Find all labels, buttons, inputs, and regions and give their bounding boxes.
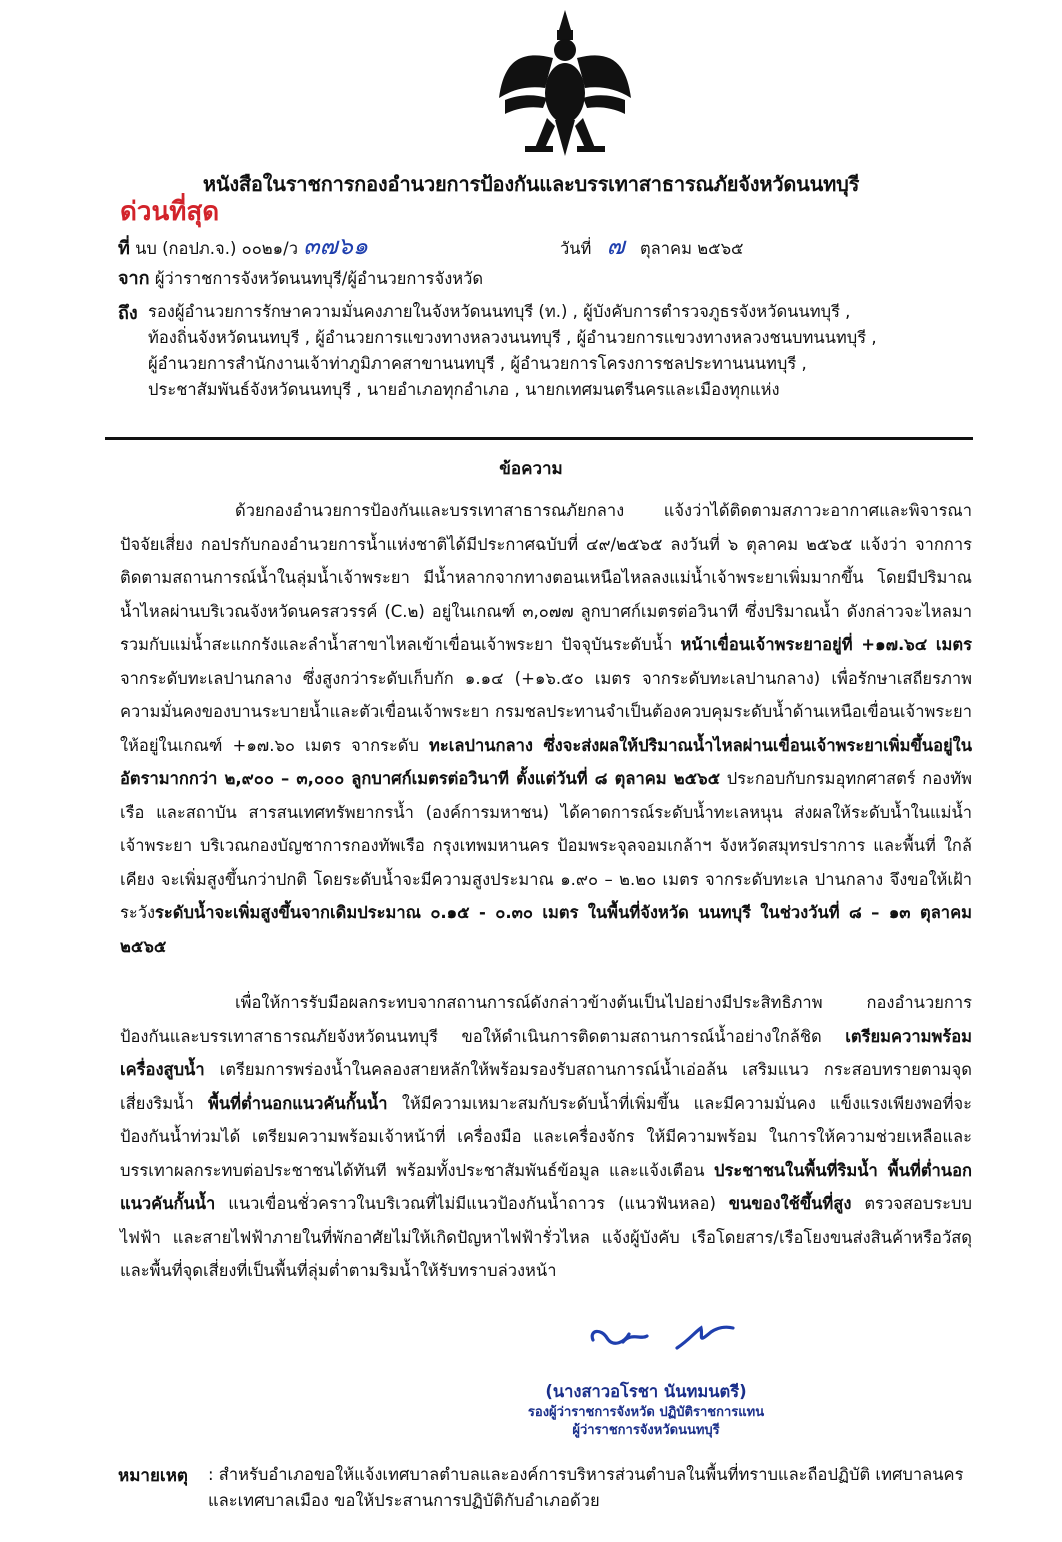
paragraph-1 (120, 494, 972, 963)
paragraph-1-run: ประกอบกับกรมอุทกศาสตร์ กองทัพเรือ และสถาบัน สารสนเทศทรัพยากรน้ำ (องค์การมหาชน) ได้คาดการณ์ระดับน้ำทะเลหนุน ส่งผลให้ระดับน้ำในแม่น้ำเจ้าพระยา บริเวณกองบัญชาการกองทัพเรือ กรุงเทพมหานคร ป้อมพระจุลจอมเกล้าฯ จังหวัดสมุทรปราการ และพื้นที่ ใกล้เคียง จะเพิ่มสูงขึ้นกว่าปกติ โดยระดับน้ำจะมีความสูงประมาณ ๑.๙๐ – ๒.๒๐ เมตร จากระดับทะเล ปานกลาง จึงขอให้เฝ้าระวัง (120, 769, 972, 922)
from-line (118, 263, 483, 292)
paragraph-1-bold-run: ระดับน้ำจะเพิ่มสูงขึ้นจากเดิมประมาณ ๐.๑๕ - ๐.๓๐ เมตร ในพื้นที่จังหวัด นนทบุรี ในช่วงวันที่ ๘ – ๑๓ ตุลาคม ๒๕๖๕ (120, 903, 972, 956)
date-line (560, 226, 744, 265)
to-label: ถึง (118, 303, 138, 324)
reference-label: ที่ (118, 238, 130, 259)
to-line: รองผู้อำนวยการรักษาความมั่นคงภายในจังหวัดนนทบุรี (ท.) , ผู้บังคับการตำรวจภูธรจังหวัดนนทบุรี , (148, 302, 851, 321)
paragraph-2-run: แนวเขื่อนชั่วคราวในบริเวณที่ไม่มีแนวป้องกันน้ำถาวร (แนวฟันหลอ) (215, 1194, 729, 1213)
paragraph-2 (120, 986, 972, 1288)
reference-line (118, 226, 368, 265)
signatory-position: ผู้ว่าราชการจังหวัดนนทบุรี (572, 1423, 720, 1438)
to-line: ประชาสัมพันธ์จังหวัดนนทบุรี , นายอำเภอทุกอำเภอ , นายกเทศมนตรีนครและเมืองทุกแห่ง (148, 380, 780, 399)
paragraph-2-run: ตรวจสอบระบบไฟฟ้า และสายไฟฟ้าภายในที่พักอาศัยไม่ให้เกิดปัญหาไฟฟ้ารั่วไหล แจ้งผู้บังคับ เรือโดยสาร/เรือโยงขนส่งสินค้าหรือวัสดุ และพื้นที่จุดเสี่ยงที่เป็นพื้นที่ลุ่มต่ำตามริมน้ำให้รับทราบล่วงหน้า (120, 1194, 972, 1280)
to-line: ท้องถิ่นจังหวัดนนทบุรี , ผู้อำนวยการแขวงทางหลวงนนทบุรี , ผู้อำนวยการแขวงทางหลวงชนบทนนทบุรี , (148, 328, 877, 347)
date-day: ๗ (606, 232, 625, 260)
paragraph-2-run: เตรียมการพร่องน้ำในคลองสายหลักให้พร้อมรองรับสถานการณ์น้ำเอ่อล้น เสริมแนว กระสอบทรายตามจุดเสี่ยงริมน้ำ (120, 1060, 972, 1113)
reference-value: นบ (กอปภ.จ.) ๐๐๒๑/ว (135, 239, 298, 258)
paragraph-1-bold-run: หน้าเขื่อนเจ้าพระยาอยู่ที่ +๑๗.๖๔ เมตร (680, 635, 972, 654)
header-divider (105, 437, 973, 440)
paragraph-1-bold-run: ทะเลปานกลาง ซึ่งจะส่งผลให้ปริมาณน้ำไหลผ่านเขื่อนเจ้าพระยาเพิ่มขึ้นอยู่ในอัตรามากกว่า ๒,๙๐๐ – ๓,๐๐๐ ลูกบาศก์เมตรต่อวินาที ตั้งแต่วันที่ ๘ ตุลาคม ๒๕๖๕ (120, 735, 972, 788)
reference-number: ๓๗๖๑ (303, 232, 369, 260)
to-recipients (148, 299, 988, 403)
date-month-year: ตุลาคม ๒๕๖๕ (639, 239, 744, 258)
paragraph-2-bold-run: พื้นที่ต่ำนอกแนวคันกั้นน้ำ (208, 1093, 388, 1113)
government-letter-title: หนังสือในราชการกองอำนวยการป้องกันและบรรเทาสาธารณภัยจังหวัดนนทบุรี (202, 172, 860, 196)
from-value: ผู้ว่าราชการจังหวัดนนทบุรี/ผู้อำนวยการจังหวัด (154, 269, 484, 288)
signature-block (496, 1380, 796, 1440)
message-heading: ข้อความ (499, 459, 563, 479)
note-label: หมายเหตุ (118, 1466, 188, 1486)
from-label: จาก (118, 268, 150, 289)
paragraph-1-run: ด้วยกองอำนวยการป้องกันและบรรเทาสาธารณภัยกลาง แจ้งว่าได้ติดตามสภาวะอากาศและพิจารณาปัจจัยเสี่ยง กอปรกับกองอำนวยการน้ำแห่งชาติได้มีประกาศฉบับที่ ๔๙/๒๕๖๕ ลงวันที่ ๖ ตุลาคม ๒๕๖๕ แจ้งว่า จากการติดตามสถานการณ์น้ำในลุ่มน้ำเจ้าพระยา มีน้ำหลากจากทางตอนเหนือไหลลงแม่น้ำเจ้าพระยาเพิ่มมากขึ้น โดยมีปริมาณน้ำไหลผ่านบริเวณจังหวัดนครสวรรค์ (C.๒) อยู่ในเกณฑ์ ๓,๐๗๗ ลูกบาศก์เมตรต่อวินาที ซึ่งปริมาณน้ำ ดังกล่าวจะไหลมารวมกับแม่น้ำสะแกกรังและลำน้ำสาขาไหลเข้าเขื่อนเจ้าพระยา ปัจจุบันระดับน้ำ (120, 501, 972, 654)
handwritten-signature (585, 1318, 745, 1358)
garuda-emblem (495, 8, 635, 158)
paragraph-2-bold-run: เตรียมความพร้อมเครื่องสูบน้ำ (120, 1026, 972, 1079)
urgency-label: ด่วนที่สุด (120, 197, 220, 227)
signatory-name: (นางสาวอโรชา นันทมนตรี) (545, 1382, 747, 1401)
paragraph-2-run: เพื่อให้การรับมือผลกระทบจากสถานการณ์ดังกล่าวข้างต้นเป็นไปอย่างมีประสิทธิภาพ กองอำนวยการป้องกันและบรรเทาสาธารณภัยจังหวัดนนทบุรี ขอให้ดำเนินการติดตามสถานการณ์น้ำอย่างใกล้ชิด (120, 993, 972, 1046)
to-line: ผู้อำนวยการสำนักงานเจ้าท่าภูมิภาคสาขานนทบุรี , ผู้อำนวยการโครงการชลประทานนนทบุรี , (148, 354, 807, 373)
date-label: วันที่ (560, 239, 592, 258)
paragraph-2-bold-run: ขนของใช้ขึ้นที่สูง (728, 1194, 852, 1213)
paragraph-2-bold-run: ประชาชนในพื้นที่ริมน้ำ พื้นที่ต่ำนอกแนวคันกั้นน้ำ (120, 1160, 972, 1213)
note-text: : สำหรับอำเภอขอให้แจ้งเทศบาลตำบลและองค์การบริหารส่วนตำบลในพื้นที่ทราบและถือปฏิบัติ เทศบาลนครและเทศบาลเมือง ขอให้ประสานการปฏิบัติกับอำเภอด้วย (208, 1465, 964, 1510)
paragraph-2-run: ให้มีความเหมาะสมกับระดับน้ำที่เพิ่มขึ้น และมีความมั่นคง แข็งแรงเพียงพอที่จะป้องกันน้ำท่วมได้ เตรียมความพร้อมเจ้าหน้าที่ เครื่องมือ และเครื่องจักร ให้มีความพร้อม ในการให้ความช่วยเหลือและบรรเทาผลกระทบต่อประชาชนได้ทันที พร้อมทั้งประชาสัมพันธ์ข้อมูล และแจ้งเตือน (120, 1093, 973, 1180)
paragraph-1-run: จากระดับทะเลปานกลาง ซึ่งสูงกว่าระดับเก็บกัก ๑.๑๔ (+๑๖.๕๐ เมตร จากระดับทะเลปานกลาง) เพื่อรักษาเสถียรภาพความมั่นคงของบานระบายน้ำและตัวเขื่อนเจ้าพระยา กรมชลประทานจำเป็นต้องควบคุมระดับน้ำด้านเหนือเขื่อนเจ้าพระยา ให้อยู่ในเกณฑ์ +๑๗.๖๐ เมตร จากระดับ (120, 668, 972, 755)
signatory-position: รองผู้ว่าราชการจังหวัด ปฏิบัติราชการแทน (527, 1405, 765, 1420)
